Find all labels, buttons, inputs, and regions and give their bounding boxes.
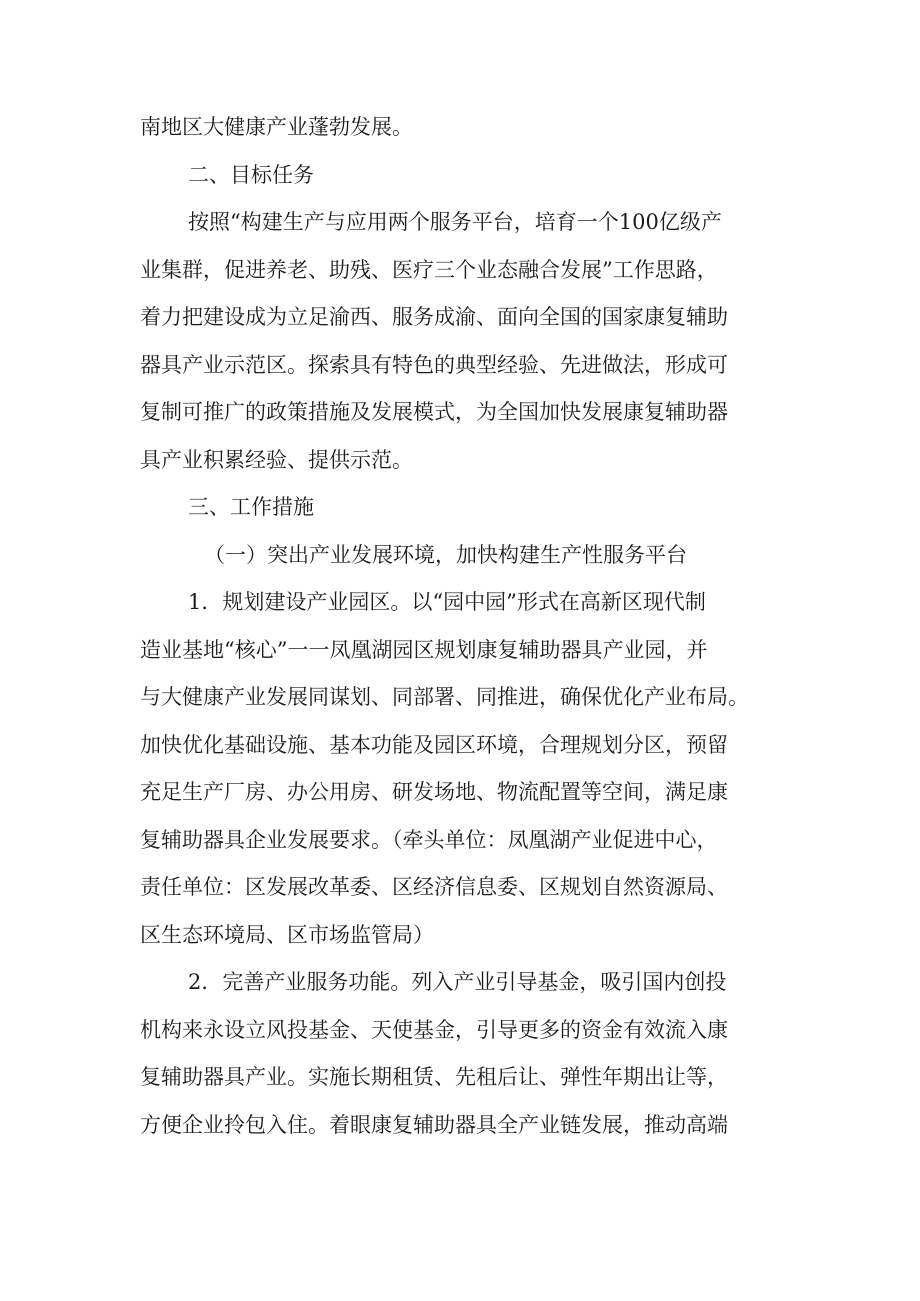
body-line: 造业基地“核心”一一凤凰湖园区规划康复辅助器具产业园，并: [140, 637, 708, 662]
document-body: [140, 104, 790, 1149]
body-line: 1．规划建设产业园区。以“园中园”形式在高新区现代制: [188, 590, 706, 614]
body-line: 复辅助器具产业。实施长期租赁、先租后让、弹性年期出让等，: [140, 1065, 728, 1089]
body-line: 复制可推广的政策措施及发展模式，为全国加快发展康复辅助器: [140, 400, 728, 424]
body-line: 机构来永设立风投基金、天使基金，引导更多的资金有效流入康: [140, 1017, 728, 1042]
body-line: 具产业积累经验、提供示范。: [140, 447, 413, 472]
body-line: 器具产业示范区。探索具有特色的典型经验、先进做法，形成可: [140, 352, 728, 377]
body-line: 按照“构建生产与应用两个服务平台，培育一个100亿级产: [188, 210, 722, 234]
body-line: 2．完善产业服务功能。列入产业引导基金，吸引国内创投: [188, 970, 727, 994]
body-line: 充足生产厂房、办公用房、研发场地、物流配置等空间，满足康: [140, 780, 728, 804]
body-line: 责任单位：区发展改革委、区经济信息委、区规划自然资源局、: [140, 875, 728, 899]
body-line: 加快优化基础设施、基本功能及园区环境，合理规划分区，预留: [140, 732, 728, 757]
body-line: 与大健康产业发展同谋划、同部署、同推进，确保优化产业布局。: [140, 685, 749, 709]
subsection-heading: （一）突出产业发展环境，加快构建生产性服务平台: [204, 542, 687, 567]
body-line: 业集群，促进养老、助残、医疗三个业态融合发展”工作思路，: [140, 257, 718, 282]
body-line: 方便企业拎包入住。着眼康复辅助器具全产业链发展，推动高端: [140, 1112, 728, 1137]
body-line: 复辅助器具企业发展要求。（牵头单位：凤凰湖产业促进中心，: [140, 827, 718, 852]
section-heading-goals: 二、目标任务: [188, 162, 314, 187]
body-line: 区生态环境局、区市场监管局）: [140, 922, 434, 947]
section-heading-measures: 三、工作措施: [188, 495, 314, 519]
body-line: 着力把建设成为立足渝西、服务成渝、面向全国的国家康复辅助: [140, 305, 728, 329]
body-line: 南地区大健康产业蓬勃发展。: [140, 115, 413, 139]
